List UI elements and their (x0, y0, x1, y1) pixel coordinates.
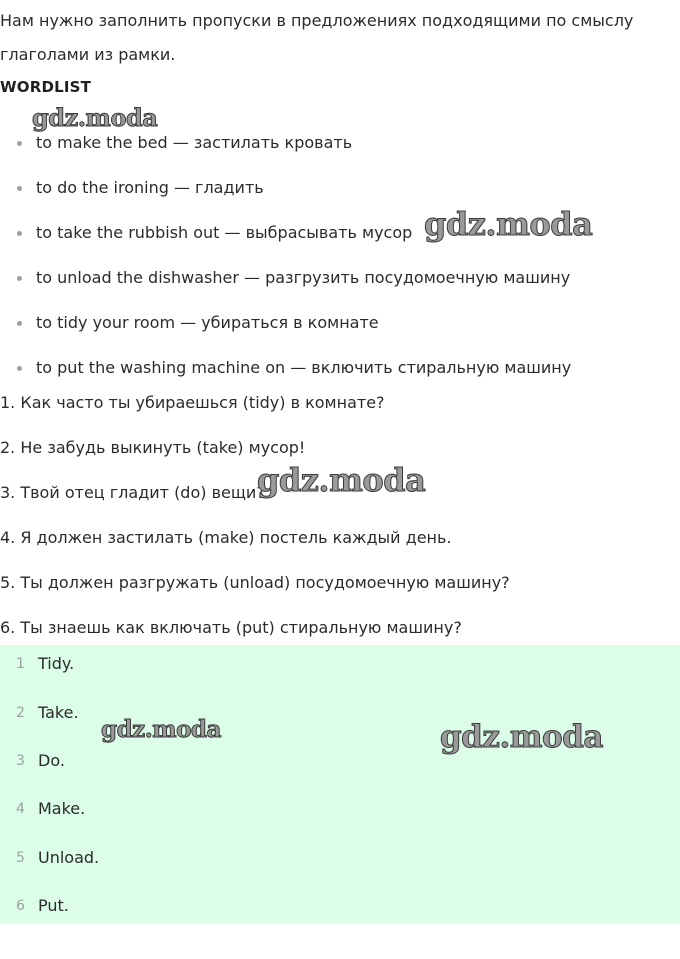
watermark: gdz.moda (424, 205, 593, 243)
answer-text: Put. (38, 896, 69, 915)
answer-text: Unload. (38, 848, 100, 867)
question-item: 5. Ты должен разгружать (unload) посудомоечную машину? (0, 573, 510, 592)
answer-number: 6 (16, 898, 25, 914)
wordlist-heading: WORDLIST (0, 78, 92, 96)
bullet-icon (17, 321, 22, 326)
answer-number: 1 (16, 656, 25, 672)
answer-number: 4 (16, 801, 25, 817)
answer-number: 5 (16, 850, 25, 866)
watermark: gdz.moda (32, 103, 158, 132)
answer-text: Take. (38, 703, 79, 722)
wordlist-item-text: to unload the dishwasher — разгрузить посудомоечную машину (36, 268, 571, 287)
answer-text: Make. (38, 799, 86, 818)
watermark: gdz.moda (440, 719, 603, 755)
wordlist-item-text: to put the washing machine on — включить стиральную машину (36, 358, 572, 377)
bullet-icon (17, 141, 22, 146)
wordlist-item-text: to make the bed — застилать кровать (36, 133, 353, 152)
watermark: gdz.moda (257, 461, 426, 499)
answer-number: 2 (16, 705, 25, 721)
question-item: 1. Как часто ты убираешься (tidy) в комнате? (0, 393, 385, 412)
watermark: gdz.moda (101, 716, 221, 743)
question-item: 6. Ты знаешь как включать (put) стиральную машину? (0, 618, 462, 637)
wordlist-item-text: to take the rubbish out — выбрасывать мусор (36, 223, 413, 242)
bullet-icon (17, 186, 22, 191)
answer-text: Do. (38, 751, 65, 770)
question-item: 3. Твой отец гладит (do) вещи? (0, 483, 265, 502)
bullet-icon (17, 231, 22, 236)
answers-block (0, 645, 680, 924)
bullet-icon (17, 366, 22, 371)
answer-text: Tidy. (38, 654, 75, 673)
question-item: 2. Не забудь выкинуть (take) мусор! (0, 438, 306, 457)
wordlist-item-text: to tidy your room — убираться в комнате (36, 313, 379, 332)
answer-number: 3 (16, 753, 25, 769)
question-item: 4. Я должен застилать (make) постель каждый день. (0, 528, 452, 547)
bullet-icon (17, 276, 22, 281)
task-instruction: Нам нужно заполнить пропуски в предложениях подходящими по смыслу глаголами из рамки. (0, 11, 634, 64)
wordlist-item-text: to do the ironing — гладить (36, 178, 264, 197)
